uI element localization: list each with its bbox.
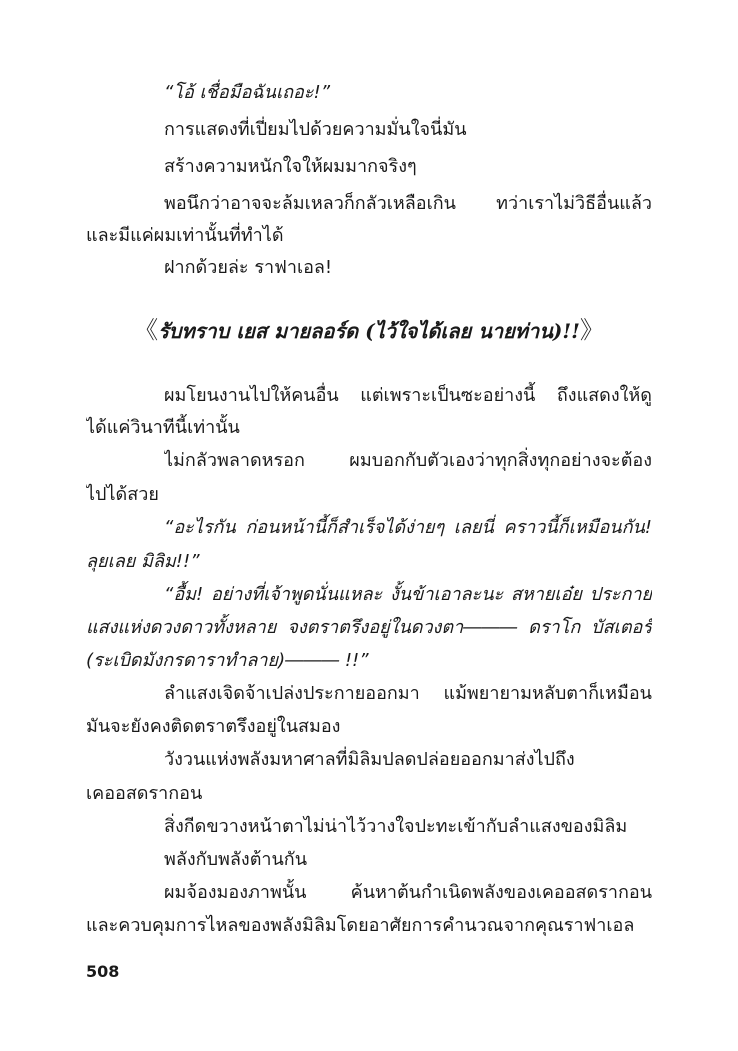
dialogue-line: แสงแห่งดวงดาวทั้งหลาย จงตราตรึงอยู่ในดวงตา――― ดราโก บัสเตอร์	[86, 617, 652, 638]
paragraph-line: พอนึกว่าอาจจะล้มเหลวก็กลัวเหลือเกิน ทว่าเราไม่วิธีอื่นแล้ว	[164, 193, 652, 214]
paragraph-line: และควบคุมการไหลของพลังมิลิมโดยอาศัยการคำนวณจากคุณราฟาเอล	[86, 915, 635, 936]
page-number: 508	[86, 962, 120, 981]
dialogue-line: “อื้ม! อย่างที่เจ้าพูดนั่นแหละ งั้นข้าเอาละนะ สหายเอ๋ย ประกาย	[164, 584, 652, 605]
paragraph-line: ไม่กลัวพลาดหรอก ผมบอกกับตัวเองว่าทุกสิ่งทุกอย่างจะต้อง	[164, 450, 652, 471]
dialogue-line: (ระเบิดมังกรดาราทำลาย)――― !!”	[86, 650, 369, 671]
paragraph-line: ผมโยนงานไปให้คนอื่น แต่เพราะเป็นซะอย่างนี้ ถึงแสดงให้ดู	[164, 385, 652, 406]
paragraph-line: สิ่งกีดขวางหน้าตาไม่น่าไว้วางใจปะทะเข้ากับลำแสงของมิลิม	[164, 816, 628, 837]
paragraph-line: ฝากด้วยล่ะ ราฟาเอล!	[164, 257, 333, 278]
heading-close-bracket: 》	[579, 316, 604, 344]
paragraph-line: การแสดงที่เปี่ยมไปด้วยความมั่นใจนี่มัน	[164, 119, 467, 140]
paragraph-line: เคออสดรากอน	[86, 783, 203, 804]
dialogue-line: “โอ้ เชื่อมือฉันเถอะ!”	[164, 82, 331, 103]
dialogue-line: “อะไรกัน ก่อนหน้านี้ก็สำเร็จได้ง่ายๆ เลยนี่ คราวนี้ก็เหมือนกัน!	[164, 517, 652, 538]
dialogue-line: ลุยเลย มิลิม!!”	[86, 551, 200, 572]
heading-open-bracket: 《	[134, 316, 159, 344]
paragraph-line: มันจะยังคงติดตราตรึงอยู่ในสมอง	[86, 716, 341, 737]
paragraph-line: ไปได้สวย	[86, 484, 159, 505]
paragraph-line: ผมจ้องมองภาพนั้น ค้นหาต้นกำเนิดพลังของเคออสดรากอน	[164, 882, 652, 903]
paragraph-line: และมีแค่ผมเท่านั้นที่ทำได้	[86, 225, 284, 246]
paragraph-line: ลำแสงเจิดจ้าเปล่งประกายออกมา แม้พยายามหลับตาก็เหมือน	[164, 683, 652, 704]
paragraph-line: วังวนแห่งพลังมหาศาลที่มิลิมปลดปล่อยออกมาส่งไปถึง	[164, 749, 575, 770]
paragraph-line: สร้างความหนักใจให้ผมมากจริงๆ	[164, 156, 417, 177]
heading-text: รับทราบ เยส มายลอร์ด (ไว้ใจได้เลย นายท่าน)!!	[158, 319, 580, 343]
paragraph-line: ได้แค่วินาทีนี้เท่านั้น	[86, 417, 240, 438]
paragraph-line: พลังกับพลังต้านกัน	[164, 849, 307, 870]
section-heading	[86, 314, 652, 347]
